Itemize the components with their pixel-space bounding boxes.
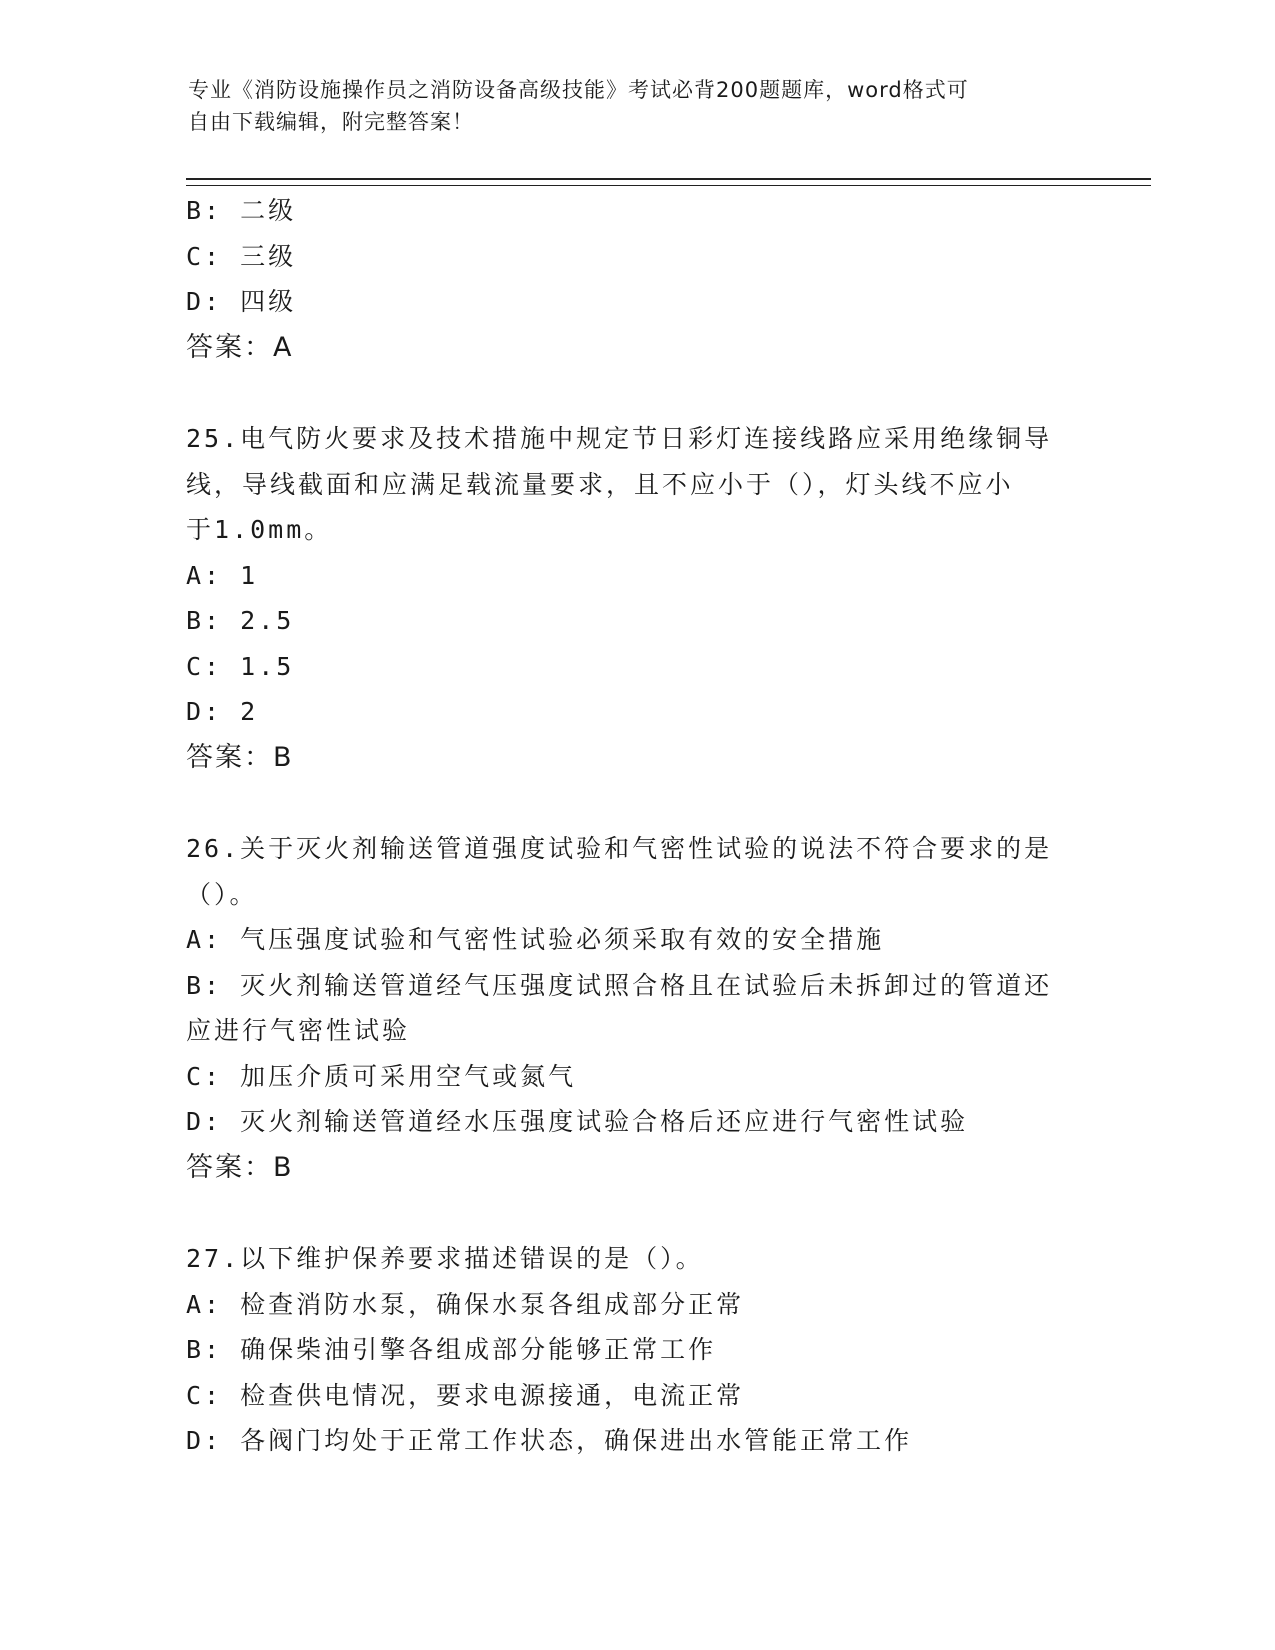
q25-option-d: D: 2 (186, 697, 259, 726)
question-25 (186, 416, 1086, 780)
q24-option-d: D: 四级 (186, 287, 297, 316)
q27-option-d: D: 各阀门均处于正常工作状态，确保进出水管能正常工作 (186, 1426, 913, 1455)
q25-stem-line-2: 线，导线截面和应满足载流量要求，且不应小于（），灯头线不应小 (186, 469, 1014, 499)
question-27 (186, 1236, 1086, 1464)
document-header (188, 74, 1068, 138)
q26-stem-line-1: 26.关于灭火剂输送管道强度试验和气密性试验的说法不符合要求的是 (186, 834, 1053, 863)
spacer (186, 780, 1086, 826)
q24-option-c: C: 三级 (186, 241, 297, 271)
q25-stem-line-3: 于1.0mm。 (186, 515, 333, 544)
q26-option-c: C: 加压介质可采用空气或氮气 (186, 1061, 577, 1091)
q24-option-b: B: 二级 (186, 196, 297, 225)
q25-option-a: A: 1 (186, 560, 259, 590)
q24-answer: 答案：A (186, 331, 294, 363)
header-divider (186, 178, 1151, 186)
q27-option-c: C: 检查供电情况，要求电源接通，电流正常 (186, 1380, 745, 1410)
q27-option-a: A: 检查消防水泵，确保水泵各组成部分正常 (186, 1289, 745, 1319)
question-26 (186, 826, 1086, 1190)
spacer (186, 370, 1086, 416)
q25-option-c: C: 1.5 (186, 651, 295, 681)
spacer (186, 1190, 1086, 1236)
q26-answer: 答案：B (186, 1151, 294, 1183)
question-24-tail (186, 188, 1086, 370)
q25-stem-line-1: 25.电气防火要求及技术措施中规定节日彩灯连接线路应采用绝缘铜导 (186, 424, 1053, 453)
q25-option-b: B: 2.5 (186, 606, 295, 635)
q26-option-b-line-2: 应进行气密性试验 (186, 1016, 411, 1045)
q26-stem-line-2: （）。 (186, 879, 258, 909)
q26-option-d: D: 灭火剂输送管道经水压强度试验合格后还应进行气密性试验 (186, 1107, 969, 1136)
header-title-line-2: 自由下载编辑，附完整答案！ (188, 110, 474, 134)
q27-stem-line-1: 27.以下维护保养要求描述错误的是（）。 (186, 1244, 704, 1273)
q26-option-a: A: 气压强度试验和气密性试验必须采取有效的安全措施 (186, 925, 885, 954)
q27-option-b: B: 确保柴油引擎各组成部分能够正常工作 (186, 1335, 717, 1364)
q26-option-b-line-1: B: 灭火剂输送管道经气压强度试照合格且在试验后未拆卸过的管道还 (186, 970, 1053, 1000)
question-content (186, 188, 1086, 1464)
header-title-line-1: 专业《消防设施操作员之消防设备高级技能》考试必背200题题库，word格式可 (188, 78, 969, 102)
q25-answer: 答案：B (186, 741, 294, 773)
